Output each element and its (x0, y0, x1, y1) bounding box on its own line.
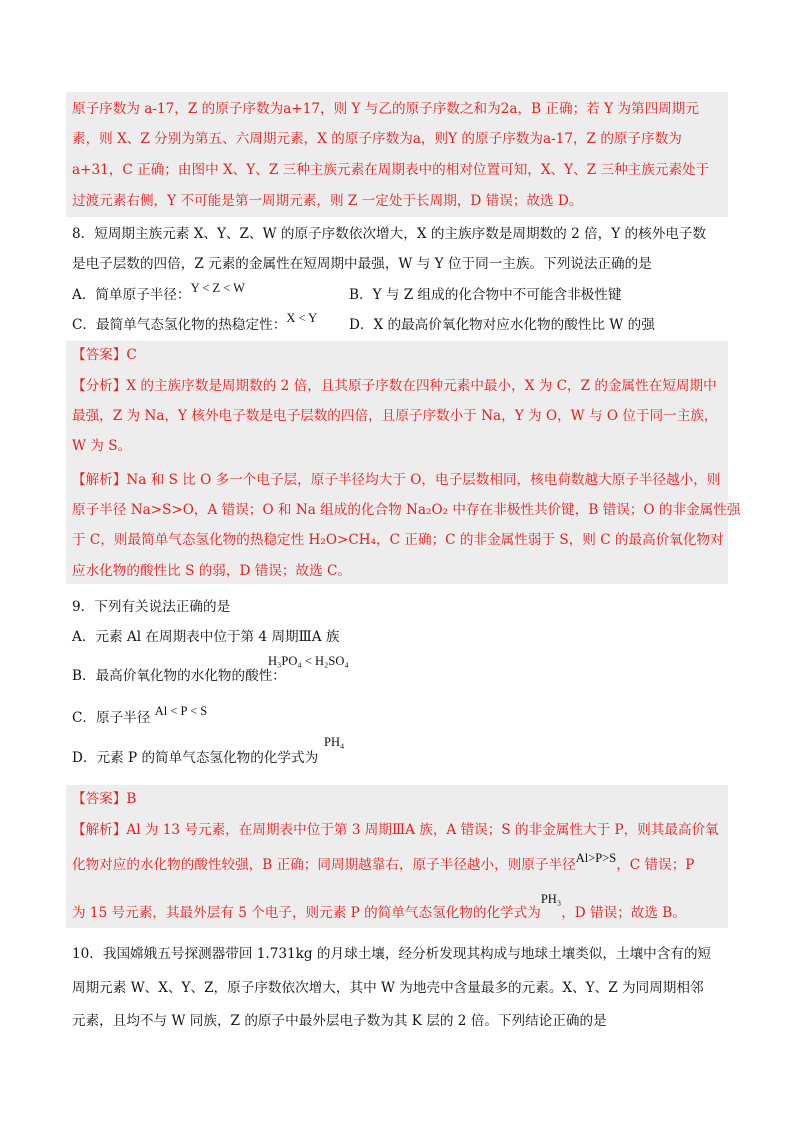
q9-solution-line (72, 851, 695, 875)
q8-option-a (72, 281, 245, 305)
q9-option-a: A．元素 Al 在周期表中位于第 4 周期ⅢA 族 (72, 629, 340, 645)
q10-stem-line: 元素，且均不与 W 同族，Z 的原子中最外层电子数为其 K 层的 2 倍。下列结论正确的是 (72, 1013, 607, 1029)
q8-analysis-line: 最强，Z 为 Na，Y 核外电子数是电子层数的四倍，且原子序数小于 Na，Y 为 O，W 与 O 位于同一主族， (72, 408, 718, 424)
q8-analysis-line: W 为 S。 (72, 438, 132, 454)
q8-answer: 【答案】C (72, 347, 137, 363)
q9-solution-formula: Al>P>S (575, 851, 617, 865)
q9-solution-text: 为 15 号元素，其最外层有 5 个电子，则元素 P 的简单气态氢化物的化学式为 (72, 905, 541, 921)
q9-solution-line: 【解析】Al 为 13 号元素，在周期表中位于第 3 周期ⅢA 族，A 错误；S 的非金属性大于 P，则其最高价氧 (72, 822, 719, 838)
q8-option-a-formula: Y < Z < W (190, 281, 245, 295)
q8-solution-line: 于 C，则最简单气态氢化物的热稳定性 H₂O>CH₄，C 正确；C 的非金属性弱于 S，则 C 的最高价氧化物对 (72, 532, 724, 548)
explanation-line: 原子序数为 a-17，Z 的原子序数为a+17，则 Y 与乙的原子序数之和为2a，B 正确；若 Y 为第四周期元 (72, 101, 699, 117)
q9-option-d: D．元素 P 的简单气态氢化物的化学式为 (72, 750, 319, 766)
q9-answer: 【答案】B (72, 791, 137, 807)
q8-option-b: B．Y 与 Z 组成的化合物中不可能含非极性键 (349, 287, 622, 303)
q9-solution-text: ，D 错误；故选 B。 (561, 905, 686, 921)
q9-option-b-formula: H₃PO₄ < H₂SO₄ (268, 654, 349, 668)
explanation-line: 素，则 X、Z 分别为第五、六周期元素，X 的原子序数为a，则Y 的原子序数为a-17，Z 的原子序数为 (72, 131, 682, 147)
q10-stem-line: 10．我国嫦娥五号探测器带回 1.731kg 的月球土壤，经分析发现其构成与地球土壤类似，土壤中含有的短 (72, 946, 712, 962)
q8-solution-line: 原子半径 Na>S>O，A 错误；O 和 Na 组成的化合物 Na₂O₂ 中存在非极性共价键，B 错误；O 的非金属性强 (72, 502, 741, 518)
q8-option-c (72, 311, 318, 335)
q9-option-b: B．最高价氧化物的水化物的酸性： (72, 668, 286, 684)
explanation-line: a+31，C 正确；由图中 X、Y、Z 三种主族元素在周期表中的相对位置可知，X、Y、Z 三种主族元素处于 (72, 162, 710, 178)
q9-option-c-label: C．原子半径 (72, 710, 155, 726)
q9-stem: 9．下列有关说法正确的是 (72, 599, 231, 615)
q9-solution-formula: PH₃ (540, 892, 562, 906)
q8-option-d: D．X 的最高价氧化物对应水化物的酸性比 W 的强 (349, 317, 655, 333)
q8-stem-line: 8．短周期主族元素 X、Y、Z、W 的原子序数依次增大，X 的主族序数是周期数的 2 倍，Y 的核外电子数 (72, 226, 707, 242)
q8-stem-line: 是电子层数的四倍，Z 元素的金属性在短周期中最强，W 与 Y 位于同一主族。下列说法正确的是 (72, 256, 652, 272)
q9-solution-line (72, 892, 686, 923)
q9-option-c (72, 704, 208, 728)
q8-option-c-label: C．最简单气态氢化物的热稳定性： (72, 317, 287, 333)
q9-solution-text: 化物对应的水化物的酸性较强，B 正确；同周期越靠右，原子半径越小，则原子半径 (72, 857, 576, 873)
q10-stem-line: 周期元素 W、X、Y、Z，原子序数依次增大，其中 W 为地壳中含量最多的元素。X、Y、Z 为同周期相邻 (72, 980, 704, 996)
q9-option-c-formula: Al < P < S (154, 704, 208, 718)
q8-option-c-formula: X < Y (286, 311, 318, 325)
q8-solution-line: 应水化物的酸性比 S 的弱，D 错误；故选 C。 (72, 563, 351, 579)
q8-solution-line: 【解析】Na 和 S 比 O 多一个电子层，原子半径均大于 O，电子层数相同，核电荷数越大原子半径越小，则 (72, 472, 721, 488)
q8-option-a-label: A．简单原子半径： (72, 287, 191, 303)
q9-option-d-formula: PH₄ (324, 735, 345, 749)
explanation-line: 过渡元素右侧，Y 不可能是第一周期元素，则 Z 一定处于长周期，D 错误；故选 D。 (72, 193, 583, 209)
q8-analysis-line: 【分析】X 的主族序数是周期数的 2 倍，且其原子序数在四种元素中最小，X 为 C，Z 的金属性在短周期中 (72, 378, 717, 394)
q9-solution-text: ，C 错误；P (616, 857, 695, 873)
